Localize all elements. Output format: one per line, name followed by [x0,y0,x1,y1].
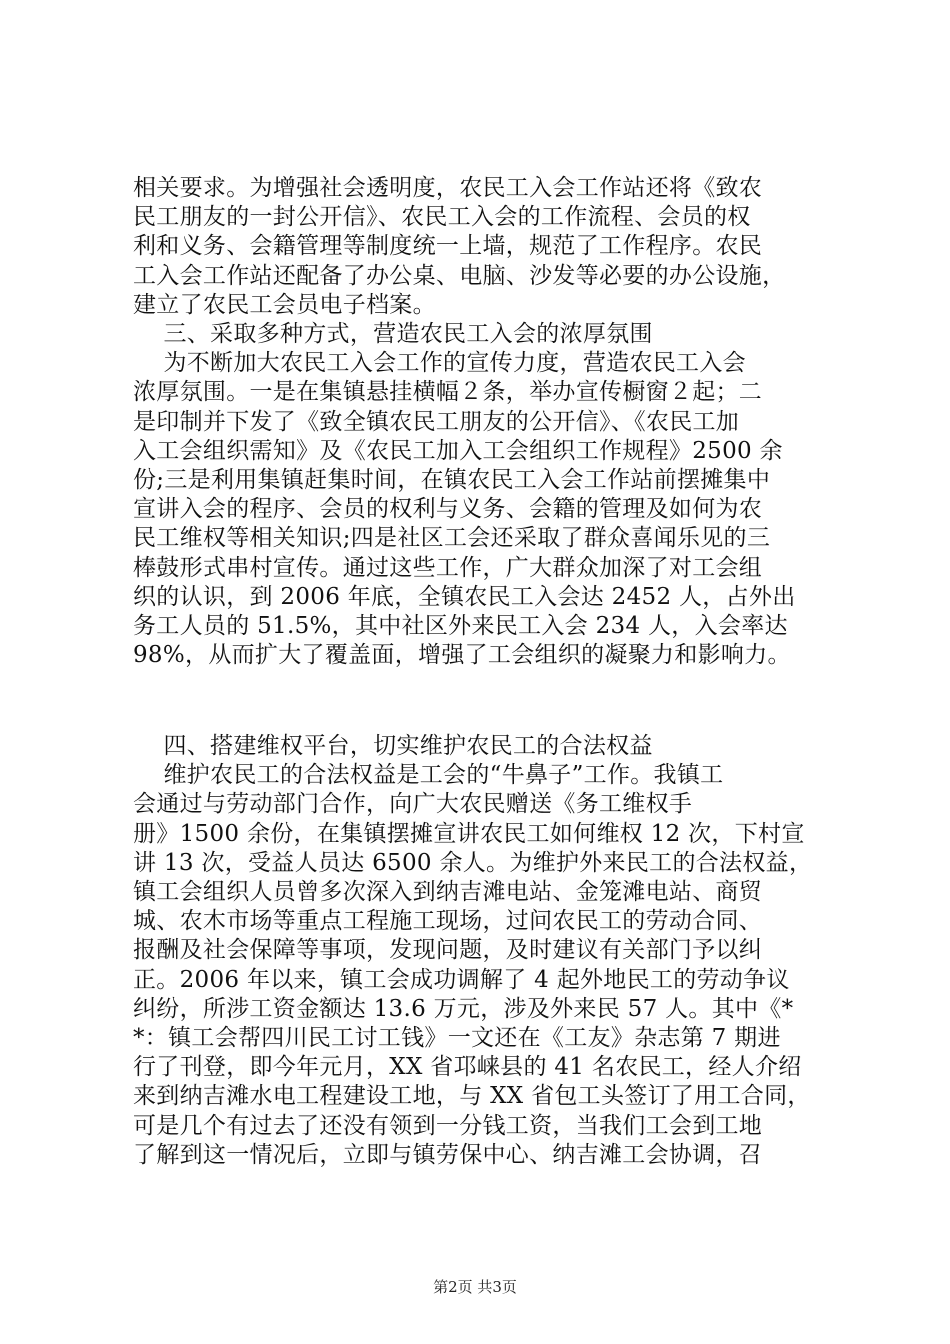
text-line: 民工维权等相关知识;四是社区工会还采取了群众喜闻乐见的三 [133,525,771,552]
text-line: 棒鼓形式串村宣传。通过这些工作，广大群众加深了对工会组 [133,554,763,581]
text-line: 民工朋友的一封公开信》、农民工入会的工作流程、会员的权 [133,204,751,231]
text-line: 四、搭建维权平台，切实维护农民工的合法权益 [133,733,653,759]
text-line: 份;三是利用集镇赶集时间，在镇农民工入会工作站前摆摊集中 [133,467,771,493]
text-line: 入工会组织需知》及《农民工加入工会组织工作规程》2500 余 [133,437,783,464]
text-line: 宣讲入会的程序、会员的权利与义务、会籍的管理及如何为农 [133,496,763,523]
text-line: 册》1500 余份，在集镇摆摊宣讲农民工如何维权 12 次，下村宣 [133,820,805,847]
text-line: 为不断加大农民工入会工作的宣传力度，营造农民工入会 [133,350,746,377]
text-line: 会通过与劳动部门合作，向广大农民赠送《务工维权手 [133,791,693,818]
text-line: 务工人员的 51.5%，其中社区外来民工入会 234 人，入会率达 [133,613,788,639]
text-line: 建立了农民工会员电子档案。 [133,291,436,318]
text-line: 来到纳吉滩水电工程建设工地，与 XX 省包工头签订了用工合同， [133,1083,811,1110]
text-line: 正。2006 年以来，镇工会成功调解了 4 起外地民工的劳动争议 [133,966,790,993]
text-line: 可是几个有过去了还没有领到一分钱工资，当我们工会到工地 [133,1112,763,1139]
text-line: 织的认识，到 2006 年底，全镇农民工入会达 2452 人，占外出 [133,583,796,610]
page-footer: 第2页 共3页 [433,1278,517,1296]
text-line: 是印制并下发了《致全镇农民工朋友的公开信》、《农民工加 [133,408,740,435]
text-line: 98%，从而扩大了覆盖面，增强了工会组织的凝聚力和影响力。 [133,642,791,669]
text-line: 行了刊登，即今年元月，XX 省邛崃县的 41 名农民工，经人介绍 [133,1054,802,1081]
text-line: 相关要求。为增强社会透明度，农民工入会工作站还将《致农 [133,175,763,201]
text-line: 浓厚氛围。一是在集镇悬挂横幅２条，举办宣传橱窗２起；二 [133,379,763,406]
text-line: 镇工会组织人员曾多次深入到纳吉滩电站、金笼滩电站、商贸 [133,879,763,905]
text-line: 报酬及社会保障等事项，发现问题，及时建议有关部门予以纠 [133,937,763,964]
text-line: 了解到这一情况后，立即与镇劳保中心、纳吉滩工会协调，召 [133,1141,763,1168]
text-line: 利和义务、会籍管理等制度统一上墙，规范了工作程序。农民 [133,233,763,260]
text-line: *：镇工会帮四川民工讨工钱》一文还在《工友》杂志第 7 期进 [133,1025,781,1051]
text-line: 工入会工作站还配备了办公桌、电脑、沙发等必要的办公设施， [133,262,786,289]
text-line: 三、采取多种方式，营造农民工入会的浓厚氛围 [133,321,653,347]
text-line: 城、农木市场等重点工程施工现场，过问农民工的劳动合同、 [133,908,763,935]
text-line: 讲 13 次，受益人员达 6500 余人。为维护外来民工的合法权益， [133,849,813,876]
text-line: 纠纷，所涉工资金额达 13.6 万元，涉及外来民 57 人。其中《* [133,995,794,1022]
text-line: 维护农民工的合法权益是工会的“牛鼻子”工作。我镇工 [133,762,724,789]
